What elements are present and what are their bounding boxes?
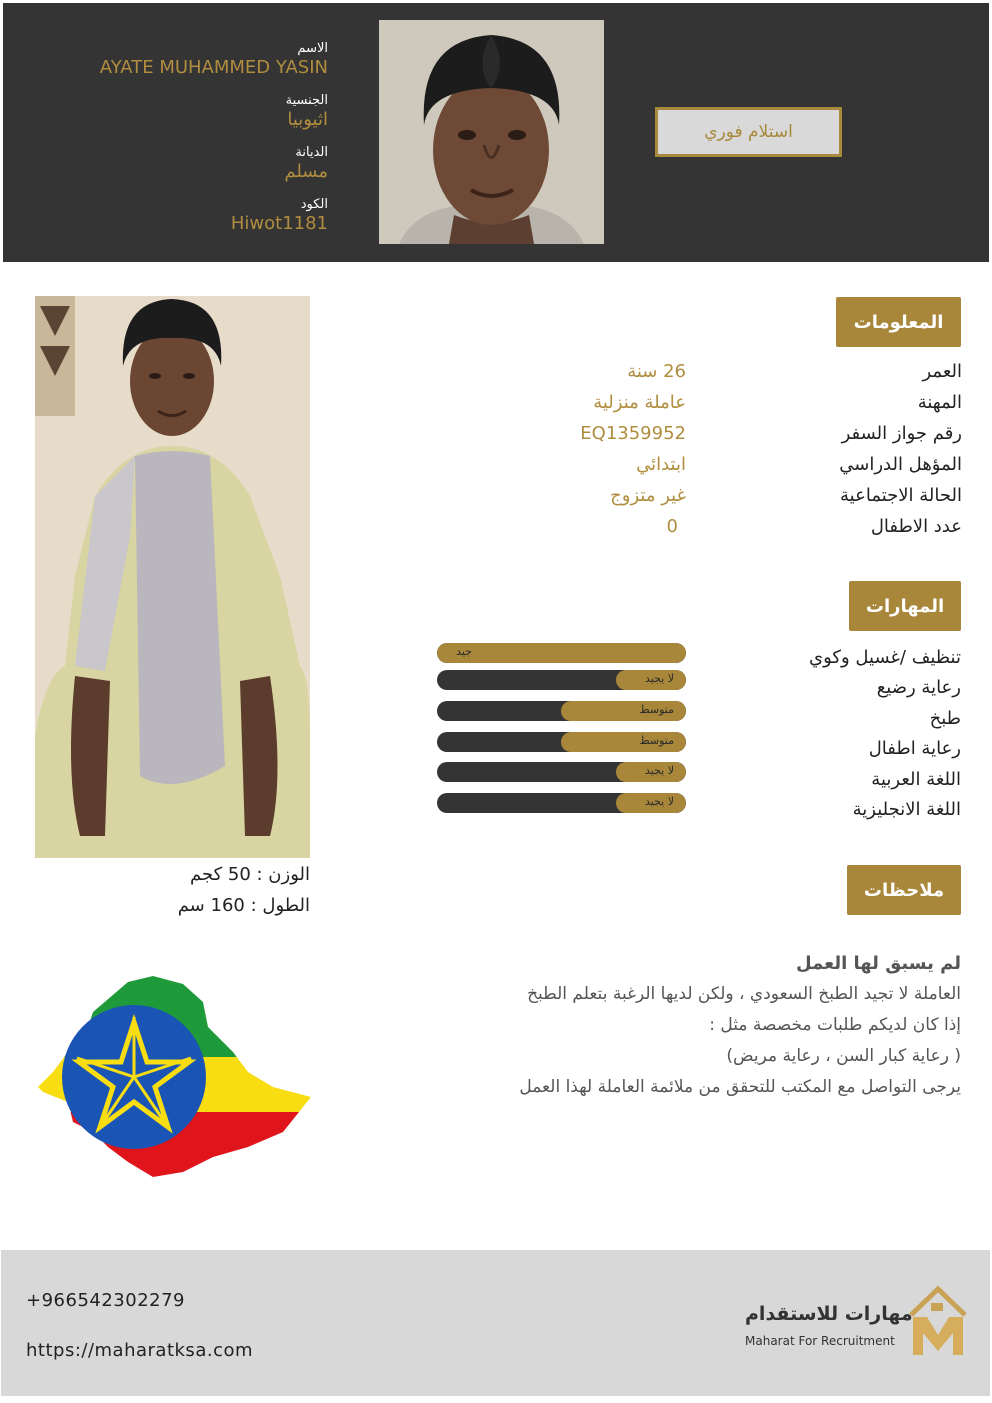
company-logo (743, 1285, 973, 1365)
info-row-passport (440, 423, 962, 454)
notes-line: العاملة لا تجيد الطبخ السعودي ، ولكن لديها الرغبة بتعلم الطبخ (527, 984, 961, 1004)
nationality-label: الجنسية (285, 93, 328, 108)
skill-level-bar (437, 670, 686, 690)
logo-arabic-text: مهارات للاستقدام (745, 1303, 913, 1325)
portrait-photo (379, 20, 604, 244)
field-religion (8, 145, 328, 183)
skill-level-fill (437, 643, 686, 663)
skill-label: تنظيف /غسيل وكوي (809, 647, 961, 668)
religion-value: مسلم (284, 161, 328, 182)
house-m-icon (907, 1285, 969, 1357)
full-body-photo (35, 296, 310, 858)
name-value: AYATE MUHAMMED YASIN (99, 57, 328, 78)
skill-label: اللغة العربية (871, 769, 961, 790)
skill-level-bar (437, 762, 686, 782)
info-section-title: المعلومات (836, 297, 961, 347)
notes-heading: لم يسبق لها العمل (796, 953, 961, 974)
profession-label: المهنة (917, 392, 962, 413)
header-fields (8, 41, 328, 249)
passport-label: رقم جواز السفر (841, 423, 962, 444)
education-value: ابتدائي (636, 454, 686, 475)
skill-level-text: لا يجيد (644, 764, 674, 777)
skill-label: رعاية اطفال (868, 738, 961, 759)
contact-phone[interactable]: +966542302279 (26, 1290, 186, 1311)
education-label: المؤهل الدراسي (839, 454, 962, 475)
children-label: عدد الاطفال (870, 516, 962, 537)
skill-level-text: لا يجيد (644, 795, 674, 808)
info-row-age (440, 361, 962, 392)
age-label: العمر (922, 361, 962, 382)
notes-body (421, 948, 961, 1103)
weight-text: الوزن : 50 كجم (190, 864, 310, 885)
skill-label: اللغة الانجليزية (852, 799, 961, 820)
name-label: الاسم (297, 41, 328, 56)
website-link[interactable]: https://maharatksa.com (26, 1340, 254, 1361)
ethiopia-flag-map-icon (33, 972, 313, 1182)
field-code (8, 197, 328, 235)
skills-section-title: المهارات (849, 581, 961, 631)
nationality-value: اثيوبيا (287, 109, 328, 130)
profession-value: عاملة منزلية (593, 392, 686, 413)
notes-line: إذا كان لديكم طلبات مخصصة مثل : (709, 1015, 961, 1035)
skill-level-bar (437, 732, 686, 752)
info-row-children (440, 516, 962, 547)
skill-level-bar (437, 701, 686, 721)
age-value: 26 سنة (627, 361, 686, 382)
religion-label: الديانة (295, 145, 328, 160)
notes-section-title: ملاحظات (847, 865, 961, 915)
info-row-profession (440, 392, 962, 423)
skill-label: طبخ (929, 708, 961, 729)
field-nationality (8, 93, 328, 131)
passport-value: EQ1359952 (580, 423, 686, 444)
code-value: Hiwot1181 (230, 213, 328, 234)
logo-english-text: Maharat For Recruitment (745, 1334, 895, 1348)
skill-level-bar (437, 643, 686, 663)
profile-header (3, 3, 989, 262)
skill-level-text: جيد (456, 645, 472, 658)
skill-label: رعاية رضيع (876, 677, 961, 698)
field-name (8, 41, 328, 79)
marital-label: الحالة الاجتماعية (840, 485, 962, 506)
height-text: الطول : 160 سم (177, 895, 310, 916)
children-value: 0 (666, 516, 678, 537)
instant-delivery-button[interactable]: استلام فوري (655, 107, 842, 157)
skill-level-bar (437, 793, 686, 813)
skill-level-text: لا يجيد (644, 672, 674, 685)
marital-value: غير متزوج (610, 485, 686, 506)
skill-level-text: متوسط (639, 734, 674, 747)
info-row-education (440, 454, 962, 485)
notes-line: ( رعاية كبار السن ، رعاية مريض) (726, 1046, 961, 1066)
info-row-marital (440, 485, 962, 516)
skill-level-text: متوسط (639, 703, 674, 716)
code-label: الكود (300, 197, 328, 212)
notes-line: يرجى التواصل مع المكتب للتحقق من ملائمة العاملة لهذا العمل (519, 1077, 961, 1097)
footer (1, 1250, 990, 1396)
